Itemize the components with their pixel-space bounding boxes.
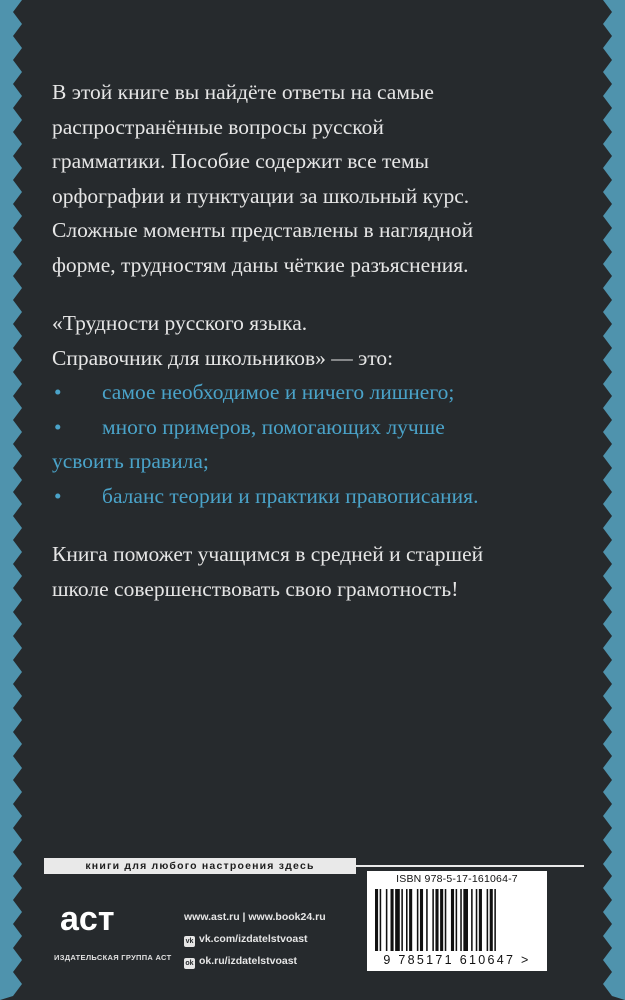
annotation-text (52, 75, 582, 606)
bullet-icon: • (54, 483, 62, 508)
list-item (52, 375, 582, 410)
closing-paragraph (52, 537, 582, 606)
barcode-number: 9 785171 610647 > (383, 953, 531, 967)
text-line: много примеров, помогающих лучше (102, 414, 445, 439)
ok-url: ok.ru/izdatelstvoast (199, 955, 298, 967)
bullet-icon: • (54, 380, 62, 404)
list-item (52, 410, 582, 479)
text-line: Справочник для школьников» — это: (52, 345, 394, 370)
text-line: распространённые вопросы русской (52, 114, 384, 139)
book-title-paragraph (52, 306, 582, 375)
vk-url: vk.com/izdatelstvoast (199, 933, 308, 945)
contact-links (184, 906, 326, 972)
text-line: школе совершенствовать свою грамотность! (52, 576, 459, 601)
text-line: грамматики. Пособие содержит все темы (52, 149, 430, 173)
text-line: Сложные моменты представлены в наглядной (52, 218, 474, 242)
vk-icon: vk (185, 938, 194, 945)
publisher-name: ИЗДАТЕЛЬСКАЯ ГРУППА АСТ (54, 953, 172, 962)
publisher-footer (44, 858, 584, 983)
left-zigzag-border (0, 0, 22, 1000)
right-zigzag-border (603, 0, 625, 1000)
text-line: баланс теории и практики правописания. (102, 483, 479, 508)
text-line: Книга поможет учащимся в средней и старшей (52, 542, 484, 566)
text-line: «Трудности русского языка. (52, 311, 308, 335)
text-line: В этой книге вы найдёте ответы на самые (52, 80, 434, 104)
logo-text: аст (60, 900, 115, 938)
vk-link[interactable] (184, 928, 326, 950)
ok-link[interactable] (184, 950, 326, 972)
text-line: усвоить правила; (52, 449, 209, 473)
divider (356, 865, 584, 867)
list-item (52, 479, 582, 514)
ast-logo-icon (58, 892, 138, 942)
text-line: форме, трудностям даны чёткие разъяснения. (52, 252, 469, 277)
bullet-icon: • (54, 414, 62, 439)
isbn-text: ISBN 978-5-17-161064-7 (396, 873, 518, 885)
websites-link[interactable]: www.ast.ru | www.book24.ru (184, 911, 326, 923)
ok-icon: ok (185, 960, 194, 967)
text-line: самое необходимое и ничего лишнего; (102, 380, 455, 404)
barcode-icon (375, 889, 540, 951)
intro-paragraph (52, 75, 582, 282)
features-list (52, 375, 582, 513)
barcode-panel (367, 871, 547, 971)
slogan-banner: книги для любого настроения здесь (44, 858, 356, 874)
text-line: орфографии и пунктуации за школьный курс. (52, 183, 470, 208)
